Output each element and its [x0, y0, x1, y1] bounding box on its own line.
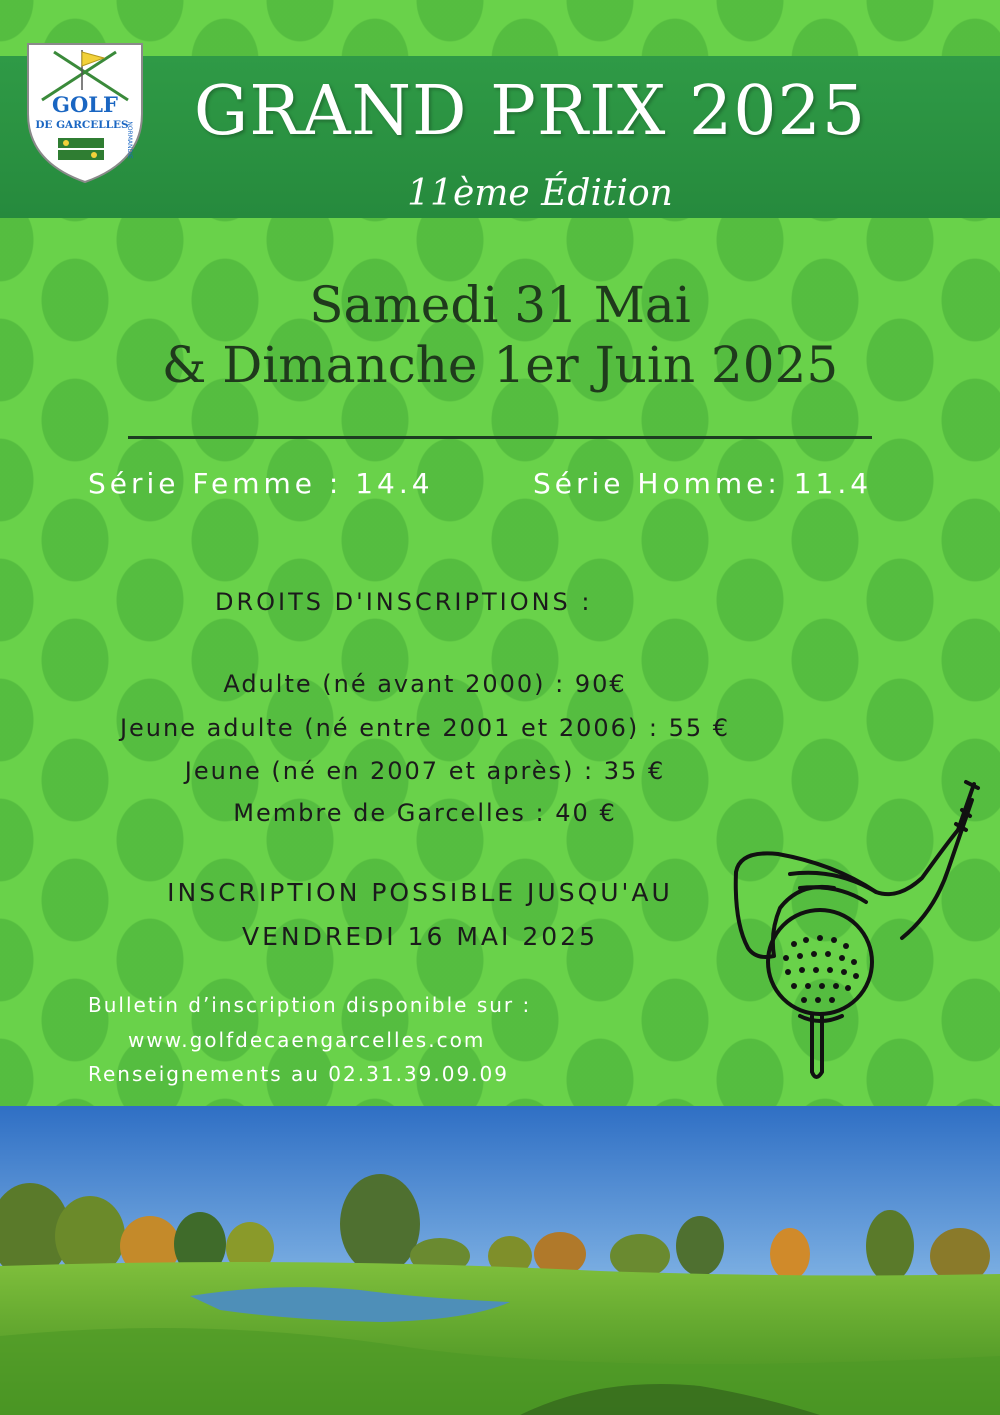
- deadline-line-2: VENDREDI 16 MAI 2025: [242, 922, 598, 951]
- bulletin-info: Bulletin d’inscription disponible sur :: [88, 993, 532, 1017]
- divider: [128, 436, 872, 439]
- series-women: Série Femme : 14.4: [88, 467, 434, 500]
- website-link[interactable]: www.golfdecaengarcelles.com: [128, 1028, 486, 1052]
- deadline-line-1: INSCRIPTION POSSIBLE JUSQU'AU: [167, 878, 673, 907]
- fees-heading: DROITS D'INSCRIPTIONS :: [215, 588, 593, 616]
- fee-item: Membre de Garcelles : 40 €: [233, 799, 617, 827]
- golf-course-landscape: [0, 1106, 1000, 1415]
- fee-item: Jeune adulte (né entre 2001 et 2006) : 55 €: [119, 714, 731, 742]
- page-title: GRAND PRIX 2025: [193, 72, 867, 151]
- phone-info: Renseignements au 02.31.39.09.09: [88, 1062, 509, 1086]
- fee-item: Adulte (né avant 2000) : 90€: [223, 670, 627, 698]
- golf-garcelles-logo: [24, 40, 146, 186]
- logo-text-golf: GOLF: [52, 92, 118, 117]
- date-line-1: Samedi 31 Mai: [309, 276, 691, 334]
- series-men: Série Homme: 11.4: [533, 467, 873, 500]
- date-line-2: & Dimanche 1er Juin 2025: [161, 336, 839, 394]
- golf-club-and-ball-icon: [726, 772, 986, 1102]
- fee-item: Jeune (né en 2007 et après) : 35 €: [184, 757, 666, 785]
- edition-subtitle: 11ème Édition: [407, 173, 673, 214]
- logo-text-garcelles: DE GARCELLES: [35, 119, 129, 131]
- logo-text-normandie: NORMANDIE: [126, 121, 133, 159]
